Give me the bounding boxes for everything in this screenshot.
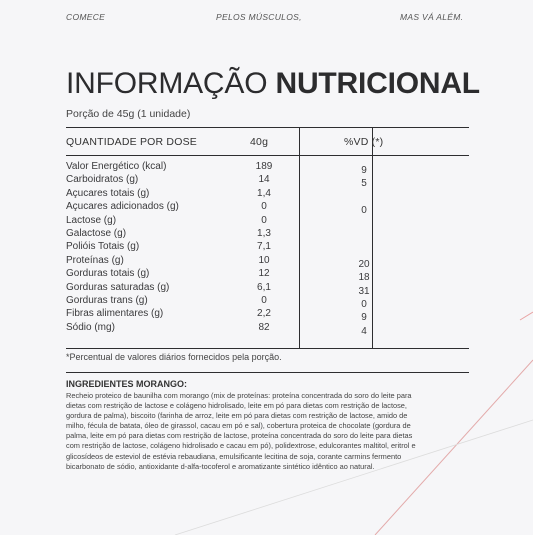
row-vd: 18: [358, 272, 370, 284]
row-vd: 9: [361, 165, 367, 176]
row-value: 6,1: [257, 281, 271, 293]
row-vd: 9: [361, 312, 367, 324]
row-value: 189: [255, 161, 273, 172]
table-row: [66, 322, 469, 335]
table-row: [66, 174, 469, 190]
title-bold: NUTRICIONAL: [275, 67, 480, 100]
table-row: [66, 161, 469, 174]
row-label: Sódio (mg): [66, 321, 115, 333]
row-value: 0: [261, 214, 267, 226]
table-row: [66, 228, 469, 241]
tagline-part-1: COMECE: [66, 12, 106, 22]
table-header: [66, 128, 469, 156]
table-row: [66, 308, 469, 324]
page-title: [66, 67, 480, 101]
table-row: [66, 282, 469, 295]
row-vd: 5: [361, 178, 367, 190]
table-row: [66, 241, 469, 254]
tagline-bar: [0, 12, 533, 26]
row-label: Proteínas (g): [66, 254, 124, 266]
row-vd: 20: [358, 258, 370, 270]
row-label: Açucares adicionados (g): [66, 201, 179, 213]
row-label: Galactose (g): [66, 227, 127, 239]
row-value: 0: [261, 201, 267, 213]
row-value: 0: [261, 294, 267, 306]
header-dose: 40g: [250, 136, 269, 148]
ingredients-title: INGREDIENTES MORANGO:: [66, 379, 188, 389]
row-value: 7,1: [257, 241, 271, 253]
ingredients-text: Recheio proteico de baunilha com morango (mix de proteínas: proteína concentrada do soro do leite para dietas com restrição de lactose e colágeno hidrolisado, leite em pó para dietas com restrição de lactose, gordura de palma), biscoito (farinha de arroz, leite em pó para dietas com restrição de lactose, amido de milho, fécula de batata, óleo de girassol, cacau em pó e sal), cobertura proteica de chocolate (gordura de palma, leite em pó para dietas com restrição de lactose, proteína concentrada do soro do leite para dietas com restrição de lactose, colágeno hidrolisado e cacau em pó), polidextrose, edulcorantes maltitol, eritrol e glicosídeos de esteviol de estévia rebaudiana, emulsificante lecitina de soja, corante carmins fermento bicarbonato de sódio, antioxidante d-alfa-tocoferol e aromatizante sintético idêntico ao natural.: [66, 391, 416, 471]
row-label: Gorduras trans (g): [66, 294, 148, 306]
tagline-part-3: MAS VÁ ALÉM.: [400, 12, 464, 22]
footnote: *Percentual de valores diários fornecidos pela porção.: [66, 352, 282, 362]
table-row: [66, 188, 469, 201]
row-value: 12: [258, 268, 270, 280]
table-row: [66, 201, 469, 217]
table-row: [66, 268, 469, 284]
row-vd: 31: [358, 285, 370, 297]
table-rows: [66, 161, 469, 335]
row-label: Fibras alimentares (g): [66, 308, 164, 320]
row-vd: 0: [361, 298, 367, 310]
row-value: 10: [258, 254, 270, 266]
row-label: Lactose (g): [66, 214, 117, 226]
header-vd: %VD (*): [344, 136, 384, 148]
tagline-part-2: PELOS MÚSCULOS,: [216, 12, 302, 22]
row-label: Carboidratos (g): [66, 174, 139, 186]
row-label: Polióis Totais (g): [66, 241, 140, 253]
row-value: 82: [258, 321, 270, 333]
nutrition-table: [66, 127, 469, 349]
row-label: Valor Energético (kcal): [66, 161, 167, 172]
table-row: [66, 295, 469, 308]
table-row: [66, 255, 469, 268]
ingredients-section: [66, 372, 469, 471]
title-light: INFORMAÇÃO: [66, 67, 268, 100]
row-value: 2,2: [257, 308, 271, 320]
row-value: 14: [258, 174, 270, 186]
row-vd: 4: [361, 325, 367, 337]
row-value: 1,3: [257, 227, 271, 239]
portion-size: Porção de 45g (1 unidade): [66, 108, 191, 120]
header-quantity: QUANTIDADE POR DOSE: [66, 136, 197, 148]
row-value: 1,4: [257, 187, 271, 199]
row-label: Gorduras saturadas (g): [66, 281, 170, 293]
row-label: Açucares totais (g): [66, 187, 150, 199]
row-label: Gorduras totais (g): [66, 268, 150, 280]
table-row: [66, 215, 469, 228]
row-vd: 0: [361, 205, 367, 217]
